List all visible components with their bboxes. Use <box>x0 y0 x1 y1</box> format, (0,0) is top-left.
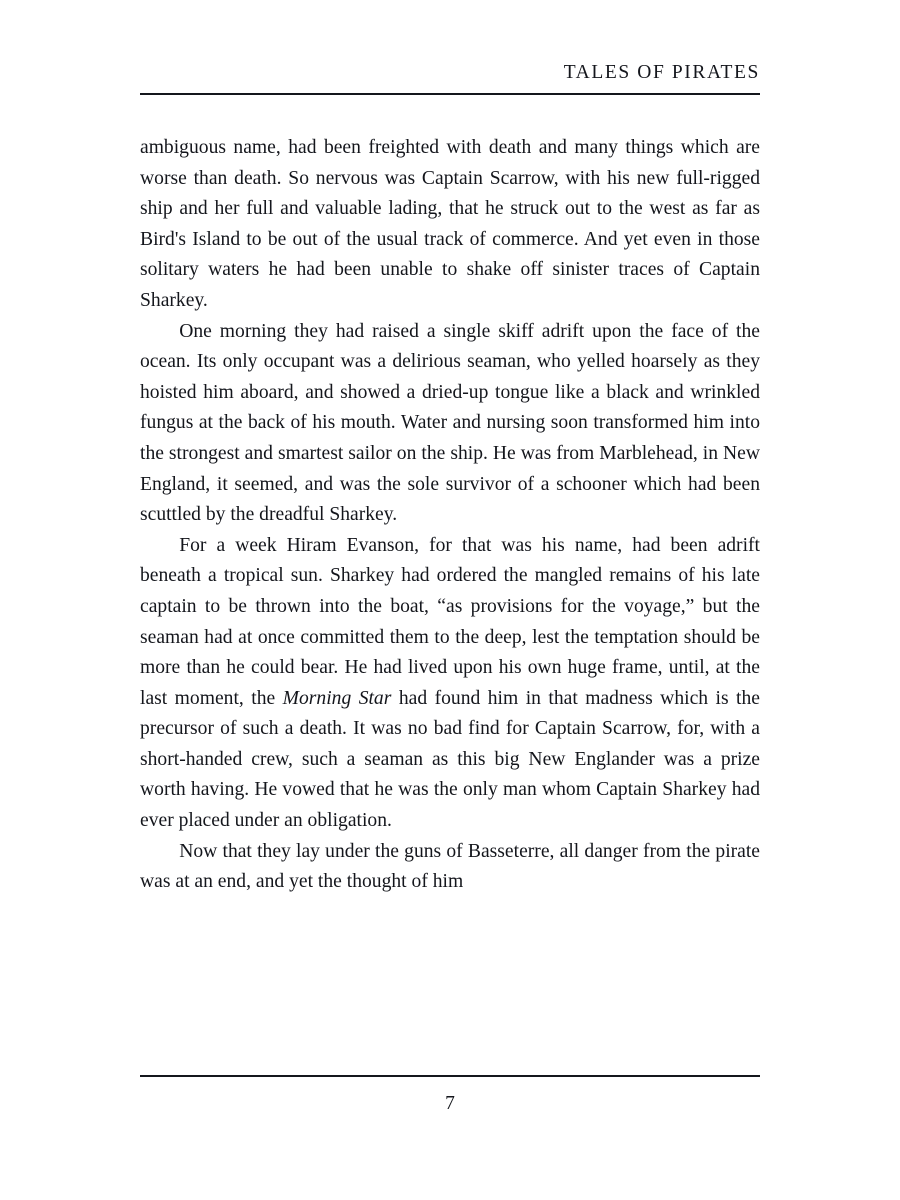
page-footer <box>140 1075 760 1115</box>
running-head: TALES OF PIRATES <box>563 62 760 83</box>
footer-rule <box>140 1075 760 1077</box>
paragraph-3-lead: For a week Hiram Evanson, for that was his name, had been adrift beneath a tropical sun. Sharkey had ordered the mangled remains of his late captain to be thrown into the boat, “as provisions for the voyage,” but the seaman had at once committed them to the deep, lest the temptation should be more than he could bear. He had lived upon his own huge frame, until, at the last moment, the <box>140 534 760 709</box>
page-content <box>140 62 760 898</box>
paragraph-4: Now that they lay under the guns of Basseterre, all danger from the pirate was at an end, and yet the thought of him <box>140 840 760 893</box>
header-rule <box>140 93 760 95</box>
paragraph-1: ambiguous name, had been freighted with death and many things which are worse than death. So nervous was Captain Scarrow, with his new full-rigged ship and her full and valuable lading, that he struck out to the west as far as Bird's Island to be out of the usual track of commerce. And yet even in those solitary waters he had been unable to shake off sinister traces of Captain Sharkey. <box>140 137 760 311</box>
paragraph-3-tail: had found him in that madness which is the precursor of such a death. It was no bad find for Captain Scarrow, for, with a short-handed crew, such a seaman as this big New Englander was a prize worth having. He vowed that he was the only man whom Captain Sharkey had ever placed under an obligation. <box>140 687 760 832</box>
page-number: 7 <box>445 1093 455 1114</box>
paragraph-2: One morning they had raised a single skiff adrift upon the face of the ocean. Its only occupant was a delirious seaman, who yelled hoarsely as they hoisted him aboard, and showed a dried-up tongue like a black and wrinkled fungus at the back of his mouth. Water and nursing soon transformed him into the strongest and smartest sailor on the ship. He was from Marblehead, in New England, it seemed, and was the sole survivor of a schooner which had been scuttled by the dreadful Sharkey. <box>140 320 760 526</box>
body-text <box>140 133 760 898</box>
paragraph-3 <box>140 531 760 837</box>
book-title-morning-star: Morning Star <box>282 687 392 709</box>
